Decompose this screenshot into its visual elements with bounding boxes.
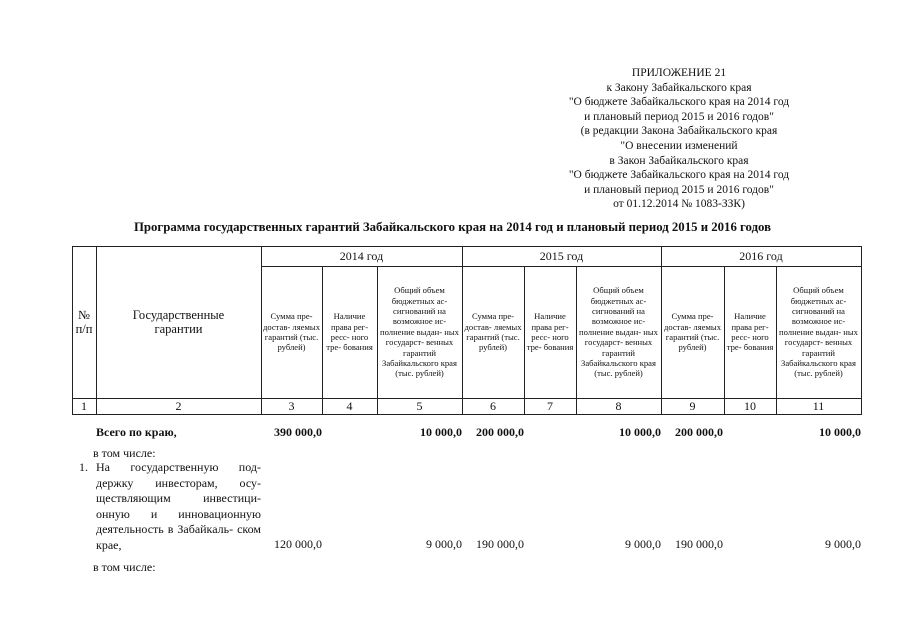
col-number: 7 bbox=[547, 398, 553, 413]
year-header-2015: 2015 год bbox=[539, 248, 584, 263]
sub-header-total: Общий объем бюджетных ас- сигнований на возможное ис- полнение выдан- ных государст- венных гарантий Забайкальского края (тыс. рублей) bbox=[779, 285, 858, 379]
item-value: 190 000,0 bbox=[476, 537, 524, 551]
item-value: 9 000,0 bbox=[625, 537, 661, 551]
item-value: 9 000,0 bbox=[426, 537, 462, 551]
col-number: 2 bbox=[175, 398, 182, 413]
col-number: 1 bbox=[81, 398, 87, 413]
col-number: 10 bbox=[744, 398, 756, 413]
appendix-line: от 01.12.2014 № 1083-ЗЗК) bbox=[613, 198, 745, 211]
item-text: На государственную под- держку инвесторам, осу- ществляющим инвестици- онную и инновационную деятельность в Забайкаль- ском крае, bbox=[96, 460, 261, 552]
total-label: Всего по краю, bbox=[96, 425, 177, 439]
year-header-2016: 2016 год bbox=[739, 248, 783, 263]
sub-header-sum: Сумма пре- достав- ляемых гарантий (тыс. рублей) bbox=[262, 311, 320, 353]
sub-header-regress: Наличие права рег- ресс- ного тре- бования bbox=[526, 311, 574, 353]
item-value: 9 000,0 bbox=[825, 537, 861, 551]
col-number: 5 bbox=[416, 398, 423, 413]
appendix-line: ПРИЛОЖЕНИЕ 21 bbox=[631, 67, 727, 79]
col-number: 9 bbox=[689, 398, 696, 413]
appendix-header bbox=[560, 66, 798, 212]
total-value: 200 000,0 bbox=[476, 425, 524, 439]
including-label: в том числе: bbox=[93, 560, 156, 574]
appendix-line: "О бюджете Забайкальского края на 2014 год bbox=[568, 96, 790, 109]
appendix-line: в Закон Забайкальского края bbox=[609, 154, 749, 167]
sub-header-sum: Сумма пре- достав- ляемых гарантий (тыс. рублей) bbox=[464, 311, 522, 353]
appendix-line: "О бюджете Забайкальского края на 2014 год bbox=[568, 169, 790, 182]
appendix-line: (в редакции Закона Забайкальского края bbox=[580, 125, 778, 138]
total-value: 200 000,0 bbox=[675, 425, 723, 439]
appendix-line: к Закону Забайкальского края bbox=[606, 81, 752, 94]
sub-header-total: Общий объем бюджетных ас- сигнований на возможное ис- полнение выдан- ных государст- венных гарантий Забайкальского края (тыс. рублей) bbox=[380, 285, 459, 379]
col-number: 6 bbox=[490, 398, 496, 413]
col-number: 3 bbox=[288, 398, 295, 413]
col-number: 4 bbox=[346, 398, 353, 413]
total-value: 10 000,0 bbox=[619, 425, 661, 439]
sub-header-total: Общий объем бюджетных ас- сигнований на возможное ис- полнение выдан- ных государст- венных гарантий Забайкальского края (тыс. рублей) bbox=[579, 285, 658, 379]
col-number: 11 bbox=[812, 398, 825, 413]
item-number: 1. bbox=[79, 460, 88, 474]
col-number: 8 bbox=[615, 398, 622, 413]
appendix-line: "О внесении изменений bbox=[620, 139, 738, 152]
col-header-guarantees: Государственные гарантии bbox=[132, 308, 225, 336]
total-value: 10 000,0 bbox=[819, 425, 861, 439]
sub-header-regress: Наличие права рег- ресс- ного тре- бования bbox=[326, 311, 373, 353]
document-title: Программа государственных гарантий Забайкальского края на 2014 год и плановый период 2015 и 2016 годов bbox=[133, 220, 772, 234]
item-value: 120 000,0 bbox=[274, 537, 322, 551]
col-header-number: № п/п bbox=[75, 308, 93, 336]
item-value: 190 000,0 bbox=[675, 537, 723, 551]
appendix-line: и плановый период 2015 и 2016 годов" bbox=[584, 183, 774, 196]
year-header-2014: 2014 год bbox=[339, 248, 384, 263]
sub-header-sum: Сумма пре- достав- ляемых гарантий (тыс. рублей) bbox=[663, 311, 721, 353]
sub-header-regress: Наличие права рег- ресс- ного тре- бования bbox=[726, 311, 774, 353]
appendix-line: и плановый период 2015 и 2016 годов" bbox=[584, 110, 774, 123]
total-value: 390 000,0 bbox=[274, 425, 322, 439]
total-value: 10 000,0 bbox=[420, 425, 462, 439]
including-label: в том числе: bbox=[93, 446, 156, 460]
